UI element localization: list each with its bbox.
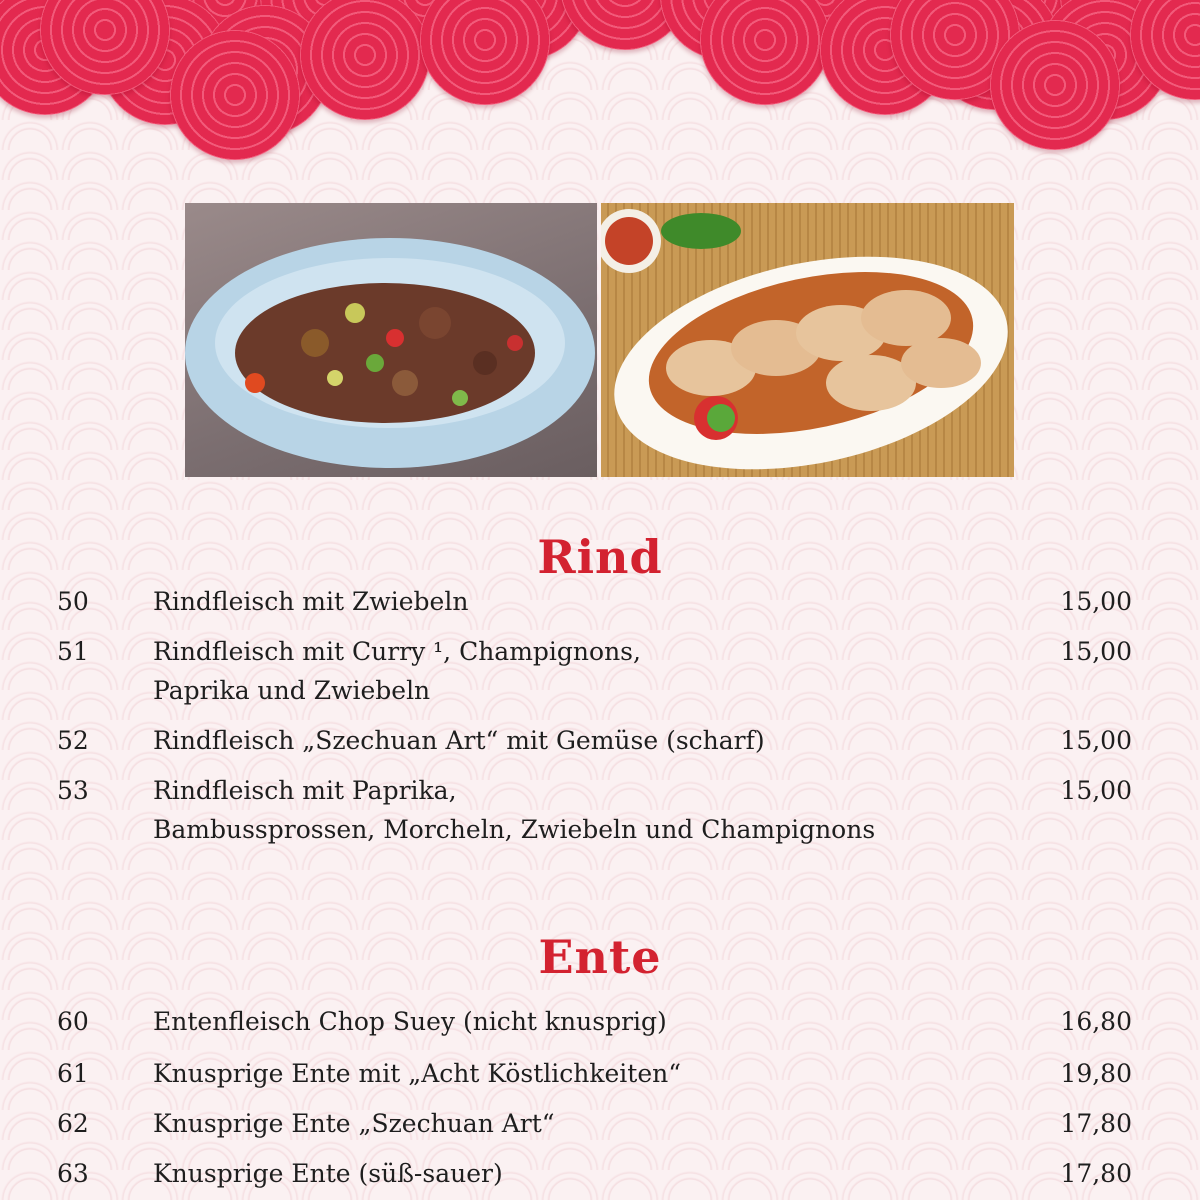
item-name-line2: Paprika und Zwiebeln: [153, 676, 431, 705]
beef-dish-photo: [185, 203, 597, 477]
item-price: 17,80: [1060, 1159, 1132, 1188]
item-price: 15,00: [1060, 587, 1132, 616]
section-title-ente: Ente: [538, 930, 662, 984]
duck-dish-photo: [601, 203, 1014, 477]
item-name: Rindfleisch „Szechuan Art“ mit Gemüse (scharf): [153, 726, 765, 755]
item-name: Rindfleisch mit Zwiebeln: [153, 587, 469, 616]
item-price: 19,80: [1060, 1059, 1132, 1088]
item-name-line2: Bambussprossen, Morcheln, Zwiebeln und Champignons: [153, 815, 876, 844]
item-number: 51: [57, 637, 89, 666]
item-number: 60: [57, 1007, 89, 1036]
item-name: Rindfleisch mit Curry ¹, Champignons,: [153, 637, 641, 666]
item-price: 15,00: [1060, 776, 1132, 805]
item-price: 17,80: [1060, 1109, 1132, 1138]
item-name: Knusprige Ente „Szechuan Art“: [153, 1109, 555, 1138]
item-price: 16,80: [1060, 1007, 1132, 1036]
scalloped-header-decoration: [0, 0, 1200, 170]
item-number: 53: [57, 776, 89, 805]
item-price: 15,00: [1060, 726, 1132, 755]
item-name: Knusprige Ente mit „Acht Köstlichkeiten“: [153, 1059, 682, 1088]
item-number: 61: [57, 1059, 89, 1088]
item-name: Entenfleisch Chop Suey (nicht knusprig): [153, 1007, 667, 1036]
item-name: Rindfleisch mit Paprika,: [153, 776, 457, 805]
item-number: 62: [57, 1109, 89, 1138]
item-number: 63: [57, 1159, 89, 1188]
item-name: Knusprige Ente (süß-sauer): [153, 1159, 503, 1188]
section-title-rind: Rind: [537, 530, 663, 584]
item-number: 52: [57, 726, 89, 755]
item-price: 15,00: [1060, 637, 1132, 666]
item-number: 50: [57, 587, 89, 616]
